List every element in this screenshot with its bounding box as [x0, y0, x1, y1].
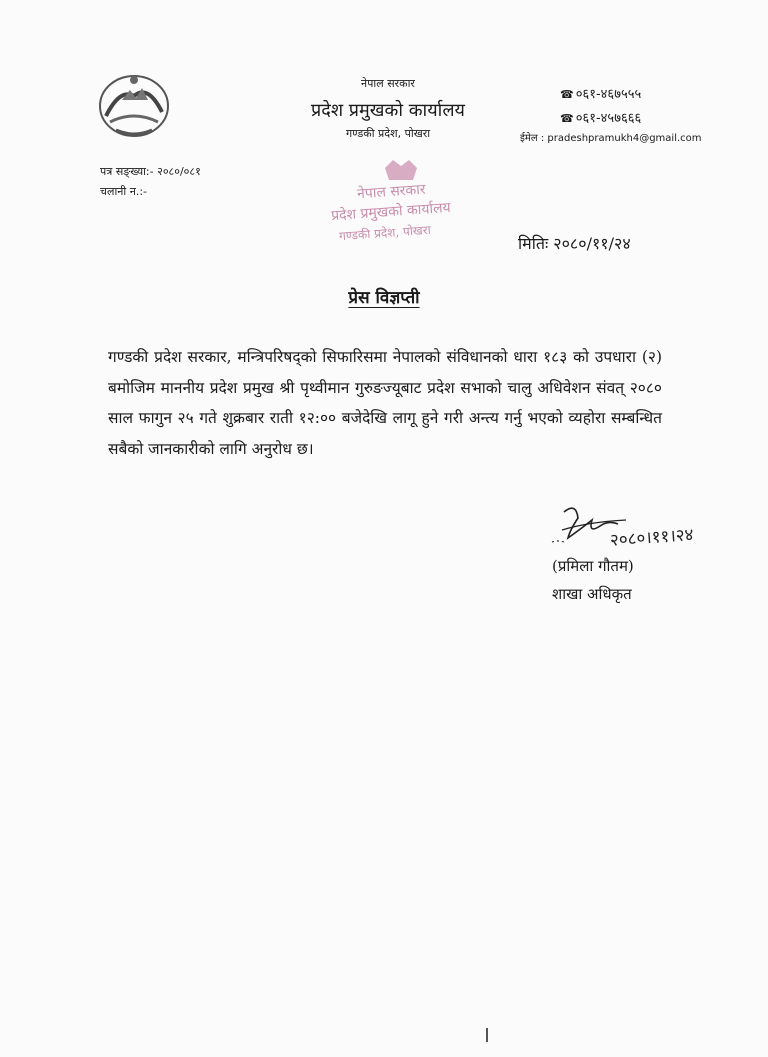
office-stamp	[325, 160, 475, 260]
scan-mark	[486, 1028, 488, 1042]
phone-number-2: ०६१-४५७६६६	[575, 111, 642, 126]
signatory-name: (प्रमिला गौतम)	[552, 557, 634, 575]
press-release-body: गण्डकी प्रदेश सरकार, मन्त्रिपरिषद्को सिफारिसमा नेपालको संविधानको धारा १८३ को उपधारा (२) बमोजिम माननीय प्रदेश प्रमुख श्री पृथ्वीमान गुरुङज्यूबाट प्रदेश सभाको चालु अधिवेशन संवत् २०८० साल फागुन २५ गते शुक्रबार राती १२:०० बजेदेखि लागू हुने गरी अन्त्य गर्नु भएको व्यहोरा सम्बन्धित सबैको जानकारीको लागि अनुरोध छ।	[108, 348, 662, 458]
phone-line-2	[560, 108, 641, 126]
letter-date: मितिः २०८०/११/२४	[518, 234, 631, 253]
nepal-emblem-icon	[96, 70, 172, 140]
title-text: प्रेस विज्ञप्ती	[348, 288, 420, 308]
signatory-designation: शाखा अधिकृत	[552, 585, 632, 603]
phone-icon: ☎	[560, 88, 574, 101]
email-line	[520, 130, 702, 144]
dispatch-number: चलानी न.:-	[100, 185, 148, 198]
phone-line-1	[560, 84, 641, 102]
government-name: नेपाल सरकार	[361, 77, 415, 90]
letter-number: पत्र सङ्ख्या:- २०८०/०८१	[100, 165, 201, 178]
stamp-text-1: नेपाल सरकार	[356, 181, 427, 203]
phone-icon: ☎	[560, 112, 574, 125]
email-label: ईमेल :	[520, 133, 545, 144]
handwritten-signature	[548, 500, 708, 558]
office-name: प्रदेश प्रमुखको कार्यालय	[311, 100, 465, 121]
stamp-text-2: प्रदेश प्रमुखको कार्यालय	[330, 199, 452, 225]
office-address: गण्डकी प्रदेश, पोखरा	[345, 127, 431, 140]
email-address: pradeshpramukh4@gmail.com	[547, 133, 702, 144]
phone-number-1: ०६१-४६७५५५	[575, 87, 642, 102]
stamp-text-3: गण्डकी प्रदेश, पोखरा	[338, 222, 432, 244]
press-release-title	[0, 285, 768, 308]
signature-date: २०८०।११।२४	[609, 525, 695, 551]
